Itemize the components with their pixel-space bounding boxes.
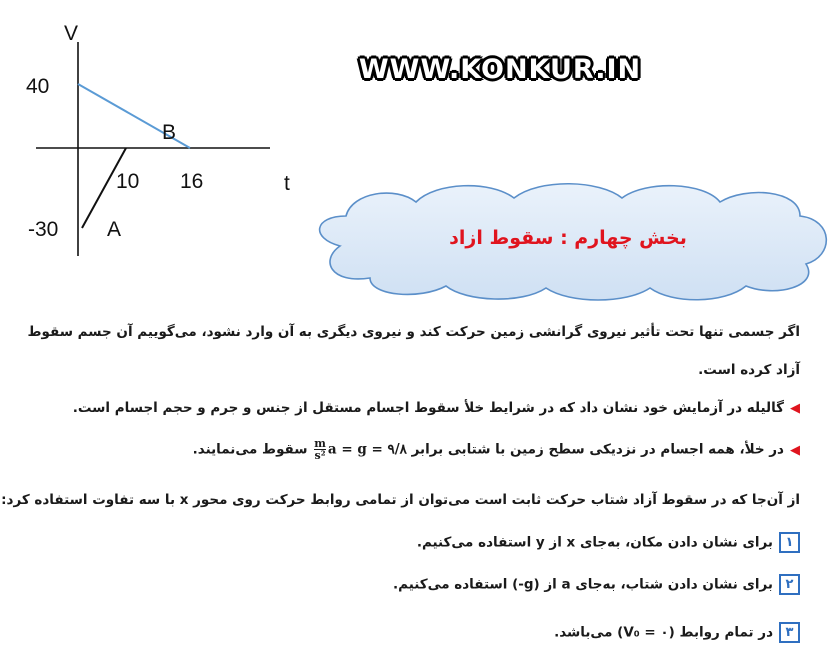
line-b-label: B [162,121,177,144]
velocity-time-graph [0,0,320,270]
rule-3 [40,622,800,643]
rule-1 [40,532,800,553]
red-arrow-icon: ◀ [790,442,800,458]
y-tick-40: 40 [26,75,50,98]
rule-1-text: برای نشان دادن مکان، به‌جای x از y استفاده می‌کنیم. [416,534,773,551]
unit-fraction [314,438,326,461]
unit-numerator: m [314,437,326,450]
rule-2-text: برای نشان دادن شتاب، به‌جای a از (g-) استفاده می‌کنیم. [392,576,773,593]
unit-denominator: s² [314,449,326,462]
rule-2 [40,574,800,595]
x-tick-16: 16 [180,170,204,193]
line-a-label: A [107,218,122,241]
rule-3-text: در تمام روابط (V₀ = ۰) می‌باشد. [554,624,773,641]
vacuum-formula: a = g = ۹/۸ [327,441,407,458]
y-tick-neg30: -30 [28,218,59,241]
intro-line-2: آزاد کرده است. [698,362,800,378]
vacuum-text-after: سقوط می‌نمایند. [192,441,308,458]
galileo-text: گالیله در آزمایش خود نشان داد که در شرایط خلأ سقوط اجسام مستقل از جنس و جرم و حجم اجسام است. [72,400,784,416]
x-tick-10: 10 [116,170,140,193]
rules-intro: از آن‌جا که در سقوط آزاد شتاب حرکت ثابت است می‌توان از تمامی روابط حرکت روی محور x با سه تفاوت استفاده کرد: [1,492,800,508]
number-badge-2: ۲ [779,574,800,595]
section-title: بخش چهارم : سقوط ازاد [449,227,687,249]
t-axis-label: t [284,172,290,195]
number-badge-3: ۳ [779,622,800,643]
intro-line-1: اگر جسمی تنها تحت تأثیر نیروی گرانشی زمین حرکت کند و نیروی دیگری به آن وارد نشود، می‌گوییم آن جسم سقوط [27,324,800,340]
vacuum-text-before: در خلأ، همه اجسام در نزدیکی سطح زمین با شتابی برابر [411,441,784,458]
number-badge-1: ۱ [779,532,800,553]
site-url-banner: WWW.KONKUR.IN [358,54,642,85]
vacuum-item [40,438,800,461]
galileo-item [40,400,800,416]
red-arrow-icon: ◀ [790,401,800,416]
v-axis-label: V [64,22,79,45]
